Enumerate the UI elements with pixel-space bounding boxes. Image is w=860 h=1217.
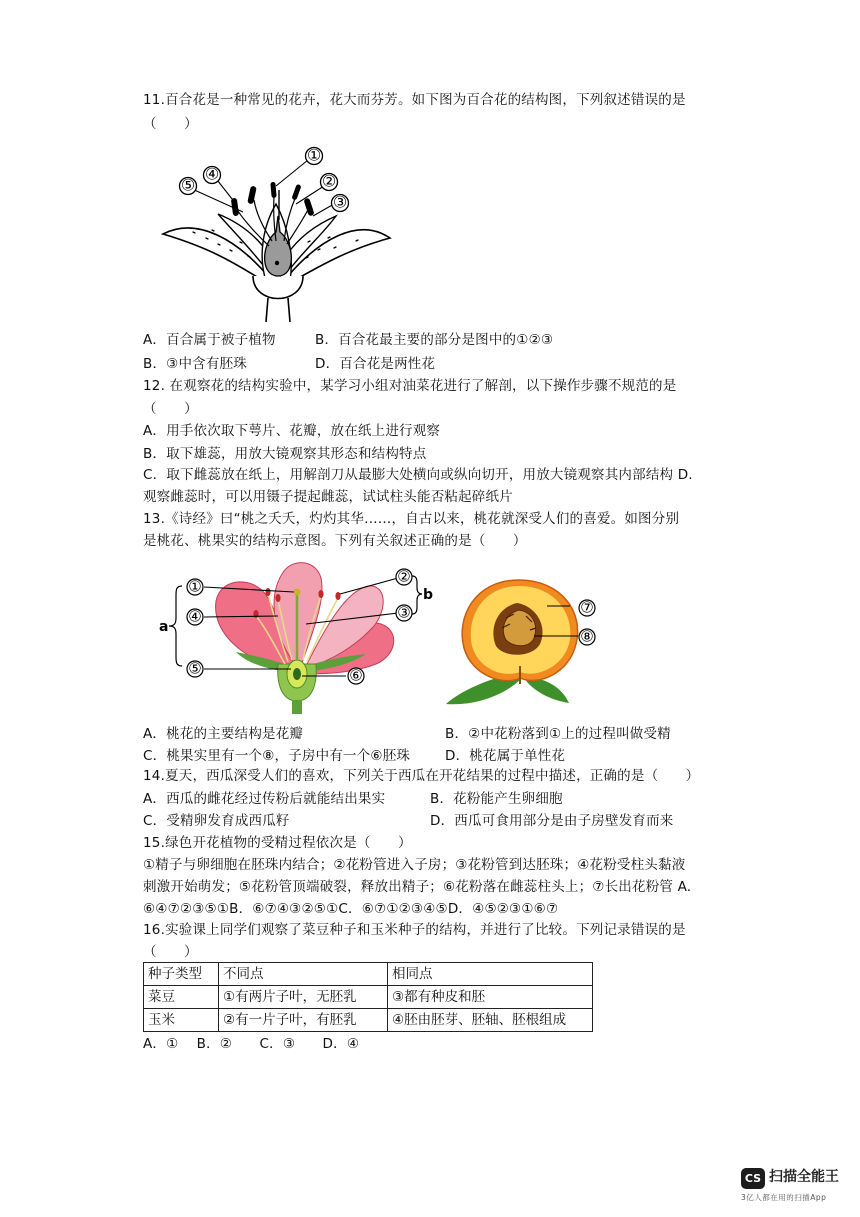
q11-option-c[interactable]: B．③中含有胚珠 xyxy=(143,356,247,372)
table-header-cell: 不同点 xyxy=(219,963,388,986)
table-row xyxy=(144,1009,593,1032)
peach-pedicel xyxy=(292,700,302,714)
q16-stem: 16.实验课上同学们观察了菜豆种子和玉米种子的结构，并进行了比较。下列记录错误的是 xyxy=(143,922,686,938)
table-cell: ③都有种皮和胚 xyxy=(388,986,593,1009)
table-cell: 玉米 xyxy=(144,1009,219,1032)
table-cell: ④胚由胚芽、胚轴、胚根组成 xyxy=(388,1009,593,1032)
peach-label-2: ② xyxy=(397,567,411,586)
fruit-label-8: ⑧ xyxy=(580,627,594,646)
seed-comparison-table xyxy=(143,962,593,1032)
q16-answer-blank: （ ） xyxy=(143,944,198,960)
q13-option-c[interactable]: C．桃果实里有一个⑧，子房中有一个⑥胚珠 xyxy=(143,748,411,764)
lily-stem xyxy=(266,298,290,322)
brace-b xyxy=(412,576,422,614)
lily-label-3: ③ xyxy=(332,192,348,212)
table-cell: ②有一片子叶，有胚乳 xyxy=(219,1009,388,1032)
q14-option-c[interactable]: C．受精卵发育成西瓜籽 xyxy=(143,813,290,829)
table-header-row xyxy=(144,963,593,986)
q13-option-b[interactable]: B．②中花粉落到①上的过程叫做受精 xyxy=(445,726,671,742)
table-header-cell: 种子类型 xyxy=(144,963,219,986)
table-header-cell: 相同点 xyxy=(388,963,593,986)
q12-option-d[interactable]: 观察雌蕊时，可以用镊子提起雌蕊，试试柱头能否粘起碎纸片 xyxy=(143,489,513,505)
q14-option-b[interactable]: B．花粉能产生卵细胞 xyxy=(430,791,563,807)
camscanner-tagline: 3亿人都在用的扫描App xyxy=(741,1193,827,1202)
peach-fruit-diagram xyxy=(444,578,604,706)
peach-ovule xyxy=(293,668,301,680)
brace-a xyxy=(169,586,182,666)
lily-receptacle xyxy=(253,276,303,299)
lily-label-1: ① xyxy=(306,146,322,165)
q15-steps-line1: ①精子与卵细胞在胚珠内结合；②花粉管进入子房；③花粉管到达胚珠；④花粉受柱头黏液 xyxy=(143,857,686,873)
q11-option-a[interactable]: A．百合属于被子植物 xyxy=(143,332,276,348)
q12-option-b[interactable]: B．取下雄蕊，用放大镜观察其形态和结构特点 xyxy=(143,446,427,462)
peach-label-1: ① xyxy=(188,577,202,596)
q11-option-b[interactable]: B．百合花最主要的部分是图中的①②③ xyxy=(315,332,554,348)
brace-a-label: a xyxy=(159,619,169,635)
q15-steps-line2: 刺激开始萌发；⑤花粉管顶端破裂，释放出精子；⑥花粉落在雌蕊柱头上；⑦长出花粉管 A. xyxy=(143,879,692,895)
q14-stem: 14.夏天，西瓜深受人们的喜欢，下列关于西瓜在开花结果的过程中描述，正确的是（ ） xyxy=(143,768,700,784)
peach-label-3: ③ xyxy=(397,603,411,622)
q15-options[interactable]: ⑥④⑦②③⑤①B．⑥⑦④③②⑤①C．⑥⑦①②③④⑤D．④⑤②③①⑥⑦ xyxy=(143,901,559,917)
q12-option-a[interactable]: A．用手依次取下萼片、花瓣，放在纸上进行观察 xyxy=(143,423,441,439)
peach-label-4: ④ xyxy=(188,607,202,626)
fruit-label-7: ⑦ xyxy=(580,598,594,617)
q12-stem: 12. 在观察花的结构实验中，某学习小组对油菜花进行了解剖，以下操作步骤不规范的是 xyxy=(143,378,677,394)
lily-label-4: ④ xyxy=(204,164,220,184)
lily-label-5: ⑤ xyxy=(180,175,196,195)
peach-label-6: ⑥ xyxy=(349,666,363,685)
lily-label-2: ② xyxy=(321,171,337,191)
table-row xyxy=(144,986,593,1009)
q16-options[interactable]: A．① B．② C．③ D．④ xyxy=(143,1036,360,1052)
q11-stem: 11.百合花是一种常见的花卉，花大而芬芳。如下图为百合花的结构图，下列叙述错误的是 xyxy=(143,92,686,108)
q14-option-d[interactable]: D．西瓜可食用部分是由子房壁发育而来 xyxy=(430,813,674,829)
q13-stem: 13.《诗经》曰“桃之夭夭，灼灼其华……，自古以来，桃花就深受人们的喜爱。如图分别 xyxy=(143,511,680,527)
q11-option-d[interactable]: D．百合花是两性花 xyxy=(315,356,436,372)
q12-answer-blank: （ ） xyxy=(143,401,198,417)
lily-ovule-dot xyxy=(275,261,279,265)
q13-stem-cont: 是桃花、桃果实的结构示意图。下列有关叙述正确的是（ ） xyxy=(143,533,527,549)
peach-label-5: ⑤ xyxy=(188,659,202,678)
q13-option-a[interactable]: A．桃花的主要结构是花瓣 xyxy=(143,726,304,742)
table-cell: ①有两片子叶，无胚乳 xyxy=(219,986,388,1009)
q14-option-a[interactable]: A．西瓜的雌花经过传粉后就能结出果实 xyxy=(143,791,386,807)
table-cell: 菜豆 xyxy=(144,986,219,1009)
camscanner-logo-icon: CS xyxy=(741,1168,765,1189)
camscanner-name: 扫描全能王 xyxy=(769,1169,839,1185)
q12-option-c[interactable]: C．取下雌蕊放在纸上，用解剖刀从最膨大处横向或纵向切开，用放大镜观察其内部结构 D. xyxy=(143,467,693,483)
brace-b-label: b xyxy=(423,587,434,603)
q15-stem: 15.绿色开花植物的受精过程依次是（ ） xyxy=(143,835,412,851)
peach-flower-diagram xyxy=(156,556,446,714)
q13-option-d[interactable]: D．桃花属于单性花 xyxy=(445,748,566,764)
lily-flower-diagram xyxy=(158,146,398,324)
q11-answer-blank: （ ） xyxy=(143,116,198,132)
peach-stigma xyxy=(294,589,301,596)
